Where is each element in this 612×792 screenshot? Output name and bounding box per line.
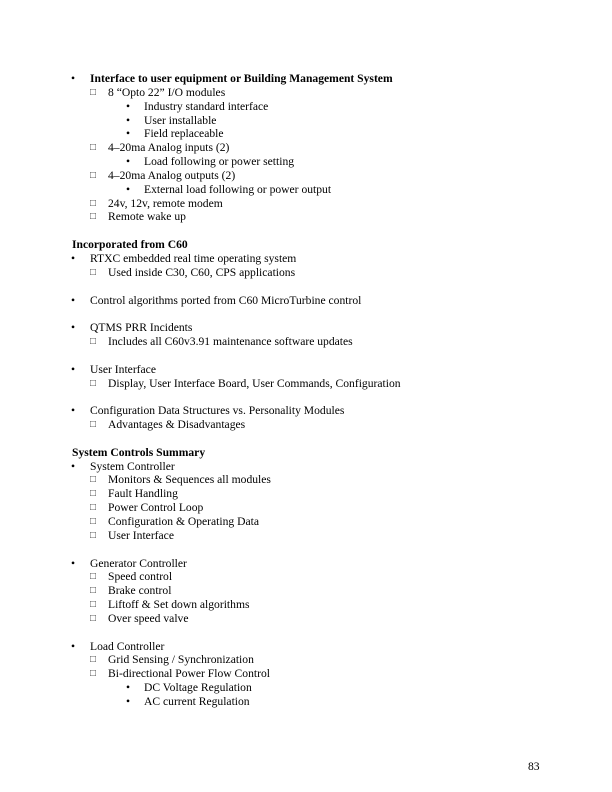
item-text: Incorporated from C60	[72, 238, 188, 252]
item-text: Configuration Data Structures vs. Personality Modules	[90, 404, 345, 418]
list-item	[0, 681, 612, 695]
list-item	[0, 418, 612, 432]
bullet-icon: •	[71, 72, 76, 85]
list-item	[0, 86, 612, 100]
list-item	[0, 197, 612, 211]
spacer	[0, 224, 612, 238]
list-item	[0, 294, 612, 308]
item-text: User installable	[144, 113, 217, 127]
section-heading	[0, 238, 612, 252]
checkbox-bullet-icon: □	[90, 169, 97, 181]
item-text: Load Controller	[90, 639, 165, 653]
list-item	[0, 210, 612, 224]
item-text: Power Control Loop	[108, 501, 204, 515]
checkbox-bullet-icon: □	[90, 668, 97, 680]
list-item	[0, 501, 612, 515]
list-item	[0, 141, 612, 155]
item-text: Display, User Interface Board, User Commands, Configuration	[108, 376, 401, 390]
item-text: AC current Regulation	[144, 694, 250, 708]
item-text: Includes all C60v3.91 maintenance software updates	[108, 335, 353, 349]
item-text: Remote wake up	[108, 210, 186, 224]
item-text: External load following or power output	[144, 182, 332, 196]
spacer	[0, 280, 612, 294]
bullet-icon: •	[126, 99, 131, 113]
spacer	[0, 626, 612, 640]
bullet-icon: •	[126, 127, 131, 141]
item-text: DC Voltage Regulation	[144, 681, 252, 695]
item-text: 8 “Opto 22” I/O modules	[108, 85, 226, 99]
checkbox-bullet-icon: □	[90, 654, 97, 666]
checkbox-bullet-icon: □	[90, 529, 97, 541]
list-item	[0, 100, 612, 114]
list-item	[0, 515, 612, 529]
item-text: User Interface	[108, 528, 174, 542]
item-text: Fault Handling	[108, 487, 178, 501]
list-item	[0, 460, 612, 474]
list-item	[0, 169, 612, 183]
checkbox-bullet-icon: □	[90, 599, 97, 611]
list-item	[0, 363, 612, 377]
bullet-icon: •	[126, 155, 131, 169]
bullet-icon: •	[126, 182, 131, 196]
list-item	[0, 266, 612, 280]
bullet-icon: •	[71, 404, 76, 418]
bullet-icon: •	[71, 293, 76, 307]
bullet-icon: •	[71, 362, 76, 376]
list-item	[0, 667, 612, 681]
list-item	[0, 473, 612, 487]
page-number: 83	[528, 760, 540, 773]
bullet-icon: •	[71, 251, 76, 265]
item-text: Used inside C30, C60, CPS applications	[108, 265, 296, 279]
list-item	[0, 653, 612, 667]
list-item	[0, 335, 612, 349]
checkbox-bullet-icon: □	[90, 197, 97, 209]
item-text: 4–20ma Analog inputs (2)	[108, 141, 230, 155]
checkbox-bullet-icon: □	[90, 571, 97, 583]
list-item	[0, 72, 612, 86]
list-item	[0, 155, 612, 169]
spacer	[0, 543, 612, 557]
list-item	[0, 584, 612, 598]
item-text: QTMS PRR Incidents	[90, 321, 193, 335]
item-text: Configuration & Operating Data	[108, 515, 260, 528]
item-text: 24v, 12v, remote modem	[108, 196, 223, 210]
checkbox-bullet-icon: □	[90, 377, 97, 389]
bullet-icon: •	[71, 556, 76, 570]
checkbox-bullet-icon: □	[90, 585, 97, 597]
list-item	[0, 127, 612, 141]
bullet-icon: •	[71, 459, 76, 473]
bullet-icon: •	[71, 321, 76, 335]
item-text: RTXC embedded real time operating system	[90, 251, 297, 265]
list-item	[0, 252, 612, 266]
item-text: Monitors & Sequences all modules	[108, 473, 271, 487]
spacer	[0, 390, 612, 404]
item-text: System Controller	[90, 459, 175, 473]
item-text: Generator Controller	[90, 556, 187, 570]
item-text: Load following or power setting	[144, 155, 295, 169]
bullet-icon: •	[126, 694, 131, 708]
checkbox-bullet-icon: □	[90, 86, 97, 98]
list-item	[0, 557, 612, 571]
list-item	[0, 695, 612, 709]
list-item	[0, 570, 612, 584]
item-text: Liftoff & Set down algorithms	[108, 598, 250, 612]
item-text: Bi-directional Power Flow Control	[108, 667, 270, 681]
item-text: System Controls Summary	[72, 445, 206, 459]
checkbox-bullet-icon: □	[90, 488, 97, 500]
bullet-icon: •	[126, 113, 131, 127]
item-text: User Interface	[90, 362, 156, 376]
item-text: Interface to user equipment or Building Management System	[90, 72, 393, 85]
checkbox-bullet-icon: □	[90, 516, 97, 527]
item-text: Grid Sensing / Synchronization	[108, 653, 254, 667]
item-text: Field replaceable	[144, 127, 224, 141]
list-item	[0, 598, 612, 612]
spacer	[0, 432, 612, 446]
section-heading	[0, 446, 612, 460]
item-text: Advantages & Disadvantages	[108, 418, 246, 432]
list-item	[0, 404, 612, 418]
checkbox-bullet-icon: □	[90, 419, 97, 431]
spacer	[0, 349, 612, 363]
list-item	[0, 529, 612, 543]
item-text: Industry standard interface	[144, 99, 269, 113]
checkbox-bullet-icon: □	[90, 266, 97, 278]
item-text: Brake control	[108, 584, 172, 598]
list-item	[0, 377, 612, 391]
bullet-icon: •	[126, 681, 131, 695]
item-text: 4–20ma Analog outputs (2)	[108, 168, 236, 182]
list-item	[0, 321, 612, 335]
checkbox-bullet-icon: □	[90, 474, 97, 486]
bullet-icon: •	[71, 639, 76, 653]
checkbox-bullet-icon: □	[90, 211, 97, 223]
list-item	[0, 114, 612, 128]
checkbox-bullet-icon: □	[90, 142, 97, 154]
checkbox-bullet-icon: □	[90, 612, 97, 624]
spacer	[0, 307, 612, 321]
item-text: Over speed valve	[108, 611, 189, 625]
list-item	[0, 487, 612, 501]
list-item	[0, 183, 612, 197]
outline-list	[0, 72, 612, 709]
list-item	[0, 640, 612, 654]
item-text: Control algorithms ported from C60 MicroTurbine control	[90, 293, 362, 307]
list-item	[0, 612, 612, 626]
item-text: Speed control	[108, 570, 173, 584]
checkbox-bullet-icon: □	[90, 336, 97, 348]
checkbox-bullet-icon: □	[90, 502, 97, 514]
